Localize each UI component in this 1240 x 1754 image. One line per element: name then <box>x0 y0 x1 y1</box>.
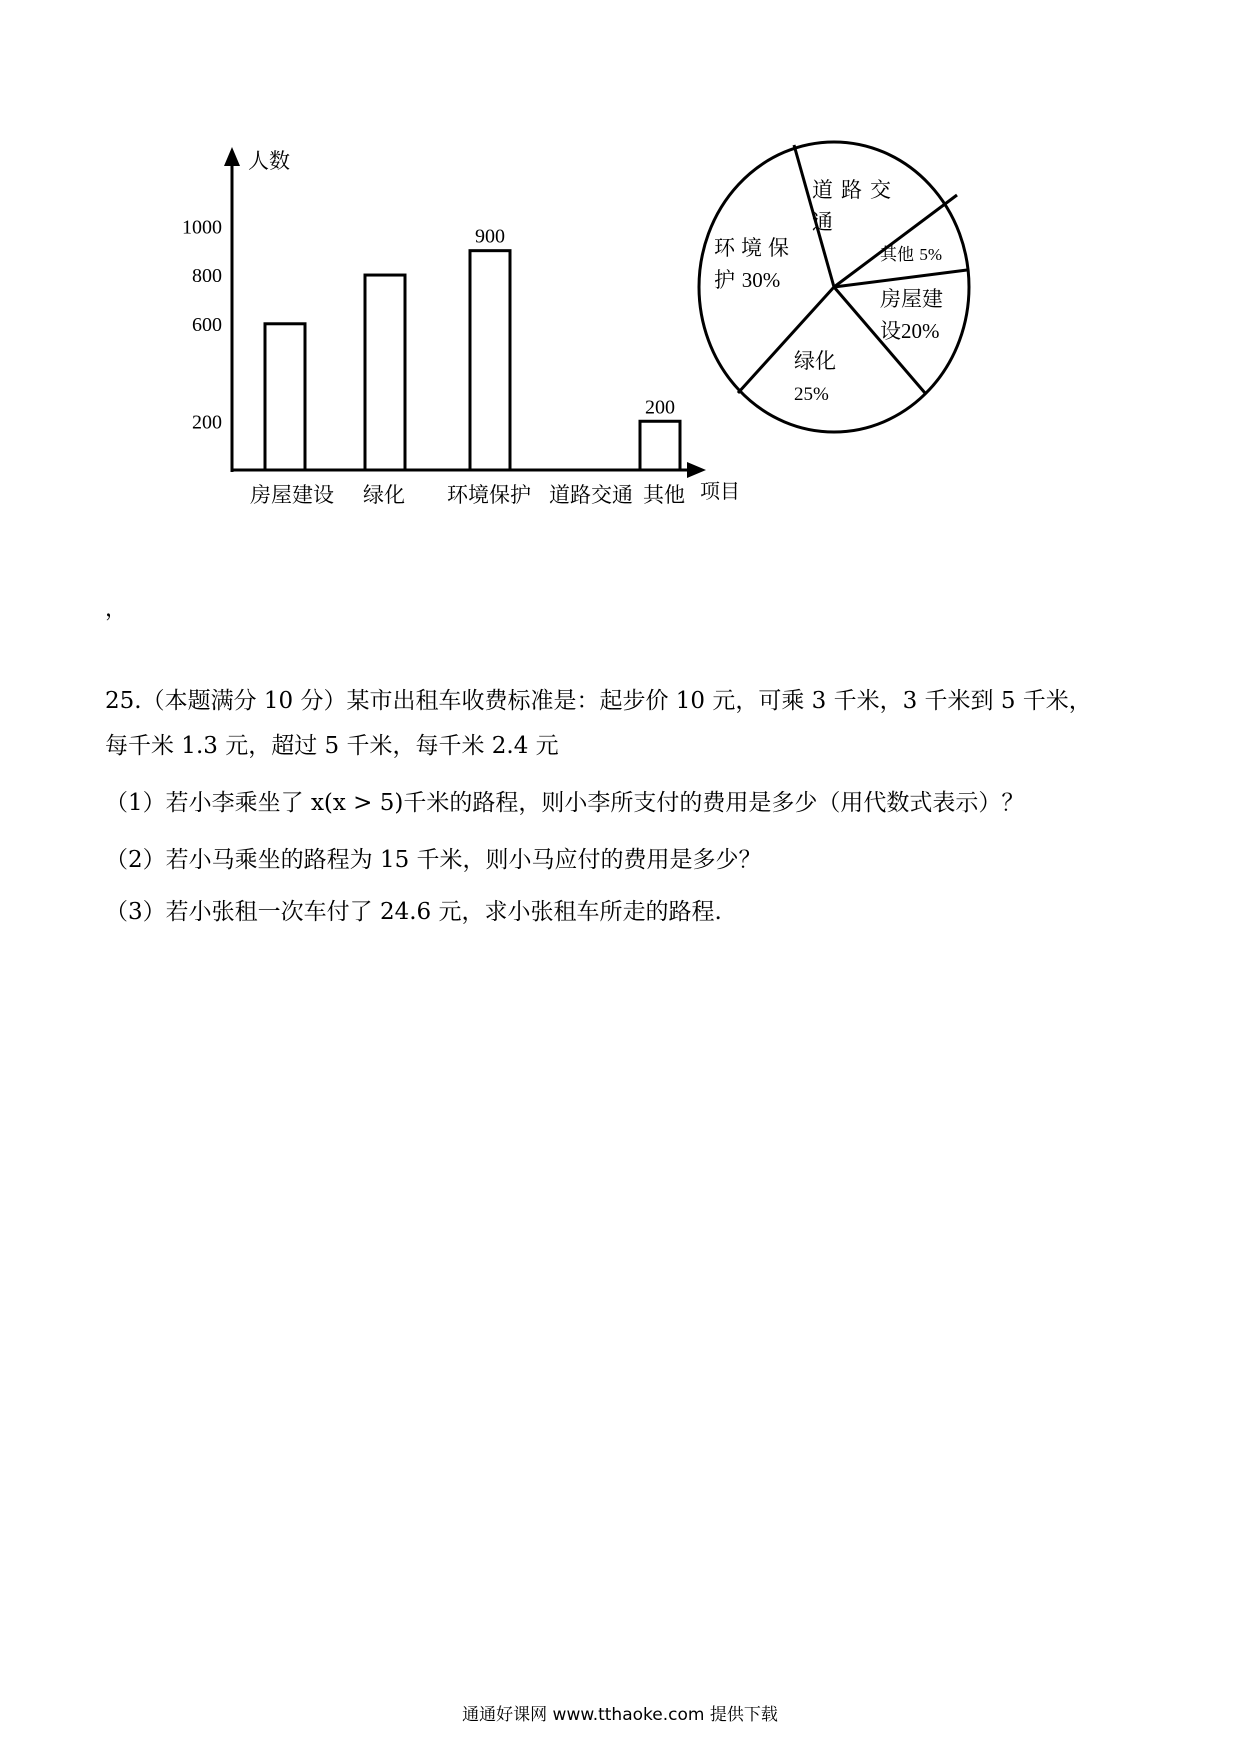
pie-label-housing-1: 房屋建 <box>880 287 943 311</box>
pie-slice-green <box>794 349 836 405</box>
stray-mark: ， <box>105 597 128 622</box>
x-category-4: 其他 <box>643 483 685 507</box>
y-tick-200: 200 <box>192 411 222 434</box>
y-tick-1000: 1000 <box>182 216 222 239</box>
pie-chart <box>699 142 969 432</box>
x-category-1: 绿化 <box>363 483 405 507</box>
bar-value-label-2: 900 <box>475 225 505 248</box>
x-category-2: 环境保护 <box>447 483 531 507</box>
bar-2 <box>470 251 510 470</box>
pie-label-other: 其他 5% <box>880 245 943 265</box>
x-categories <box>250 483 685 507</box>
question-25-line-2: 每千米 1.3 元，超过 5 千米，每千米 2.4 元 <box>105 733 559 759</box>
y-ticks <box>182 216 222 433</box>
bars <box>265 226 680 470</box>
pie-label-road-2: 通 <box>812 210 833 234</box>
y-axis-label: 人数 <box>248 149 290 173</box>
pie-label-housing-2: 设20% <box>880 319 940 343</box>
x-category-3: 道路交通 <box>549 483 633 507</box>
bar-1 <box>365 275 405 470</box>
pie-slice-housing <box>880 287 943 343</box>
bar-value-label-4: 200 <box>645 396 675 419</box>
sub-question-3: （3）若小张租一次车付了 24.6 元，求小张租车所走的路程. <box>105 899 722 925</box>
pie-label-environment-1: 环境保 <box>714 236 795 260</box>
x-category-0: 房屋建设 <box>250 483 334 507</box>
pie-label-green-value: 25% <box>794 384 829 405</box>
pie-slice-road <box>812 178 899 234</box>
bar-4 <box>640 421 680 470</box>
pie-slice-other <box>880 244 942 265</box>
bar-0 <box>265 324 305 470</box>
pie-label-environment-2: 护 30% <box>714 268 781 292</box>
bar-chart <box>182 147 740 507</box>
question-25-line-1: 25.（本题满分 10 分）某市出租车收费标准是：起步价 10 元，可乘 3 千米，3 千米到 5 千米， <box>105 688 1092 714</box>
y-tick-600: 600 <box>192 313 222 336</box>
footer: 通通好课网 www.tthaoke.com 提供下载 <box>462 1705 778 1725</box>
pie-label-green: 绿化 <box>794 349 836 373</box>
x-axis-label: 项目 <box>700 479 740 503</box>
y-axis-arrow <box>224 147 240 166</box>
charts-area <box>0 0 1240 520</box>
sub-question-2: （2）若小马乘坐的路程为 15 千米，则小马应付的费用是多少？ <box>105 847 762 873</box>
y-tick-800: 800 <box>192 265 222 288</box>
x-axis-arrow <box>687 462 706 478</box>
pie-label-road-1: 道路交 <box>812 178 899 202</box>
sub-question-1: （1）若小李乘坐了 x(x > 5)千米的路程，则小李所支付的费用是多少（用代数式表示）？ <box>105 790 1025 816</box>
pie-divider-4 <box>738 287 834 393</box>
pie-slice-environment <box>714 236 795 292</box>
